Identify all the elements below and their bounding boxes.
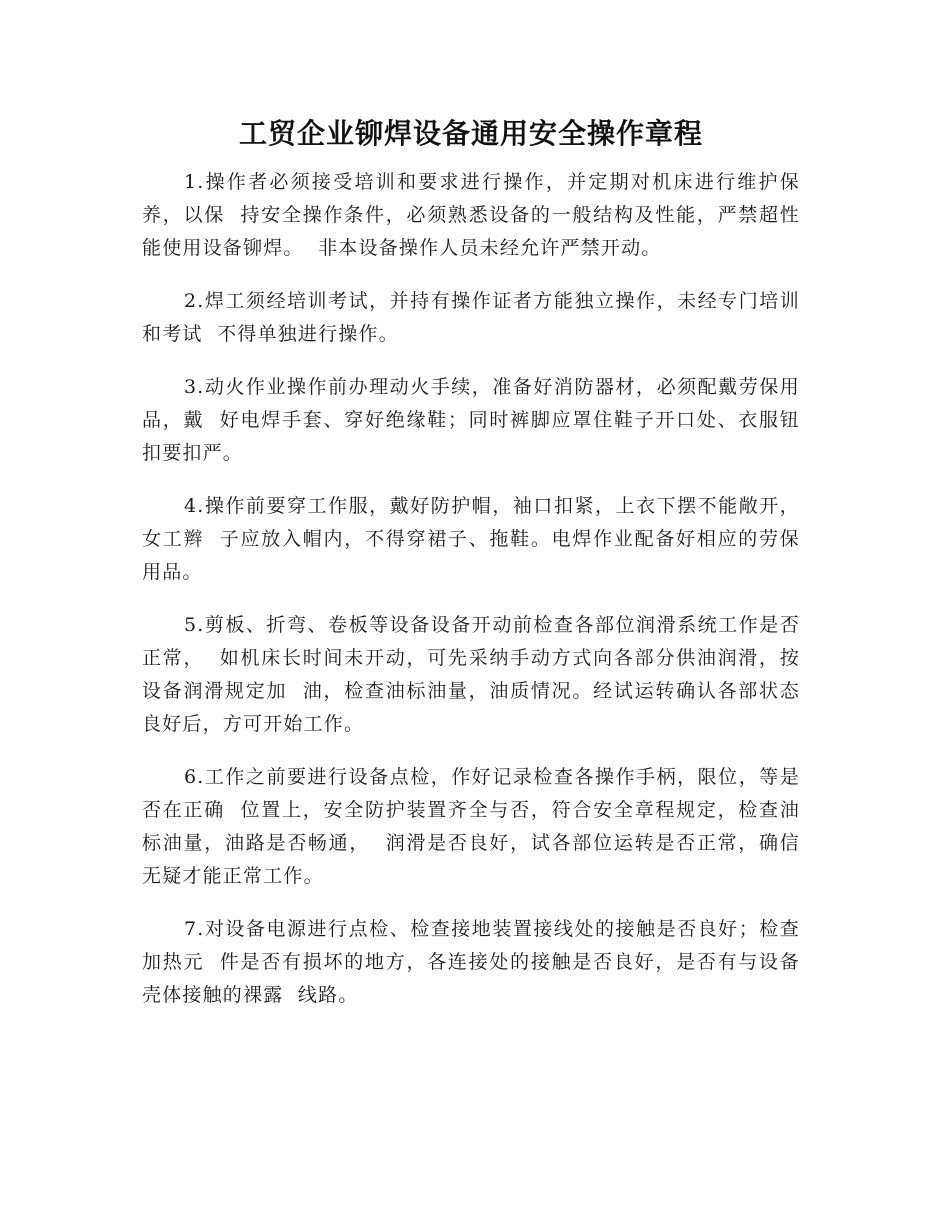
paragraph-4: 4.操作前要穿工作服，戴好防护帽，袖口扣紧，上衣下摆不能敞开，女工辫 子应放入帽内，不得穿裙子、拖鞋。电焊作业配备好相应的劳保用品。 [142, 495, 800, 583]
paragraph-5: 5.剪板、折弯、卷板等设备设备开动前检查各部位润滑系统工作是否正常， 如机床长时间未开动，可先采纳手动方式向各部分供油润滑，按设备润滑规定加 油，检查油标油量，油质情况。经试运转确认各部状态良好后，方可开始工作。 [142, 614, 800, 735]
document-title: 工贸企业铆焊设备通用安全操作章程 [238, 117, 703, 150]
paragraph-2: 2.焊工须经培训考试，并持有操作证者方能独立操作，未经专门培训和考试 不得单独进行操作。 [142, 290, 800, 345]
paragraph-1: 1.操作者必须接受培训和要求进行操作，并定期对机床进行维护保养，以保 持安全操作条件，必须熟悉设备的一般结构及性能，严禁超性能使用设备铆焊。 非本设备操作人员未经允许严禁开动。 [142, 171, 800, 259]
paragraph-3: 3.动火作业操作前办理动火手续，准备好消防器材，必须配戴劳保用品，戴 好电焊手套、穿好绝缘鞋；同时裤脚应罩住鞋子开口处、衣服钮扣要扣严。 [142, 376, 800, 464]
paragraph-6: 6.工作之前要进行设备点检，作好记录检查各操作手柄，限位，等是否在正确 位置上，安全防护装置齐全与否，符合安全章程规定，检查油标油量，油路是否畅通， 润滑是否良好，试各部位运转是否正常，确信无疑才能正常工作。 [142, 766, 800, 887]
paragraph-7: 7.对设备电源进行点检、检查接地装置接线处的接触是否良好；检查加热元 件是否有损坏的地方，各连接处的接触是否良好，是否有与设备壳体接触的裸露 线路。 [142, 918, 800, 1006]
